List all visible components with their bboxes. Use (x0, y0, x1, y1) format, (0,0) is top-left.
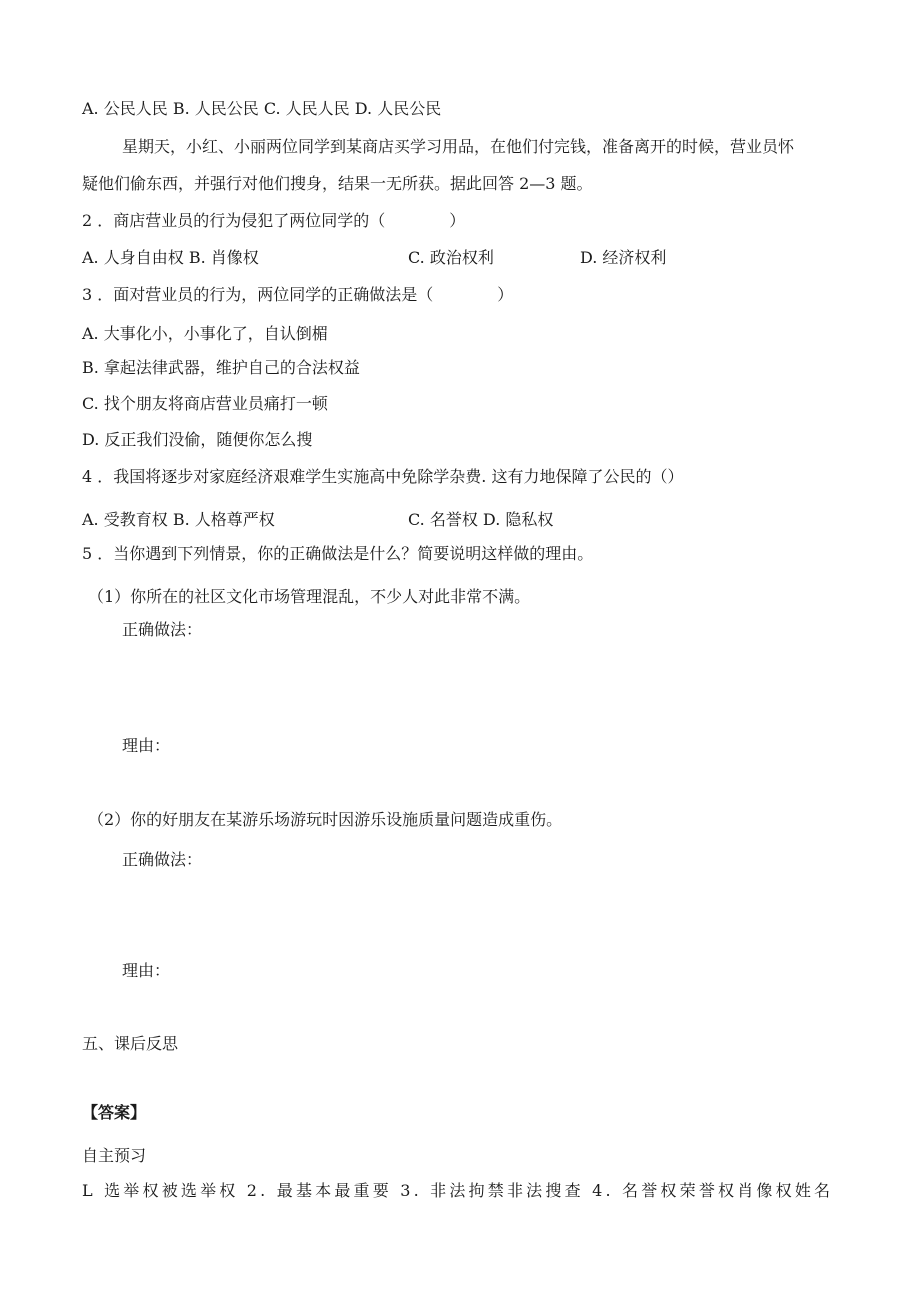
q2-option-d: D. 经济权利 (580, 248, 667, 267)
answers-heading: 【答案】 (82, 1103, 147, 1122)
q5-sub1-method-label: 正确做法： (122, 620, 203, 639)
answers-subheading: 自主预习 (82, 1146, 147, 1165)
q3-option-b: B. 拿起法律武器，维护自己的合法权益 (82, 358, 360, 377)
q5-stem: 5 ．当你遇到下列情景，你的正确做法是什么？简要说明这样做的理由。 (82, 544, 594, 563)
q2-options-ab: A. 人身自由权 B. 肖像权 (82, 248, 259, 267)
q4-stem: 4 ．我国将逐步对家庭经济艰难学生实施高中免除学杂费. 这有力地保障了公民的（） (82, 467, 684, 486)
q5-sub1: （1）你所在的社区文化市场管理混乱，不少人对此非常不满。 (88, 587, 531, 606)
scenario-line-2: 疑他们偷东西，并强行对他们搜身，结果一无所获。据此回答 2—3 题。 (82, 174, 593, 193)
q5-sub2-reason-label: 理由： (122, 961, 171, 980)
q5-sub2: （2）你的好朋友在某游乐场游玩时因游乐设施质量问题造成重伤。 (88, 810, 563, 829)
q4-options-cd: C. 名誉权 D. 隐私权 (408, 510, 554, 529)
q3-option-a: A. 大事化小，小事化了，自认倒楣 (82, 324, 328, 343)
answers-line-1: L 选举权被选举权 2. 最基本最重要 3. 非法拘禁非法搜查 4. 名誉权荣誉权肖像权姓名 (82, 1181, 834, 1200)
q5-sub2-method-label: 正确做法： (122, 850, 203, 869)
q1-options: A. 公民人民 B. 人民公民 C. 人民人民 D. 人民公民 (82, 99, 442, 118)
q2-option-c: C. 政治权利 (408, 248, 494, 267)
q3-stem: 3 ．面对营业员的行为，两位同学的正确做法是（ ） (82, 285, 514, 304)
q5-sub1-reason-label: 理由： (122, 736, 171, 755)
section-5-title: 五、课后反思 (82, 1034, 179, 1053)
q2-stem: 2 ．商店营业员的行为侵犯了两位同学的（ ） (82, 211, 466, 230)
q3-option-d: D. 反正我们没偷，随便你怎么搜 (82, 430, 313, 449)
q4-options-ab: A. 受教育权 B. 人格尊严权 (82, 510, 275, 529)
q3-option-c: C. 找个朋友将商店营业员痛打一顿 (82, 394, 328, 413)
scenario-line-1: 星期天，小红、小丽两位同学到某商店买学习用品，在他们付完钱，准备离开的时候，营业员怀 (122, 137, 795, 156)
